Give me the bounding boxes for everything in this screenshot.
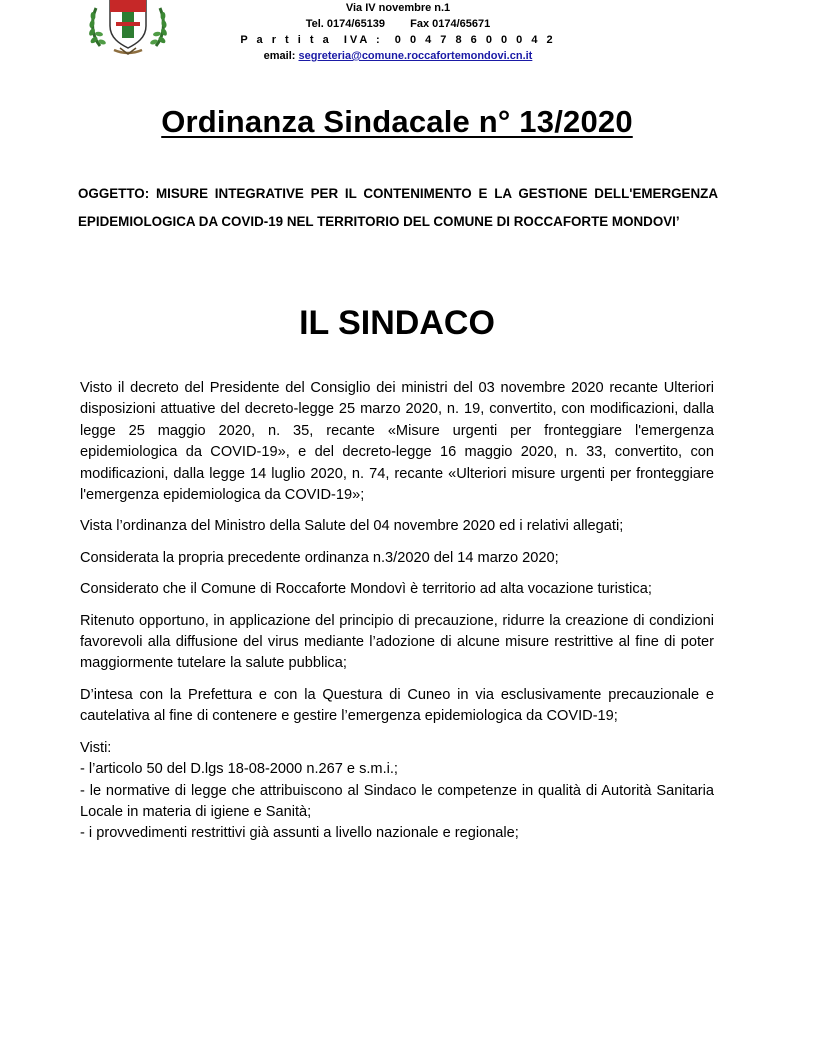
- email-line: [230, 48, 566, 64]
- phone-number: Tel. 0174/65139: [305, 18, 386, 30]
- header-contacts: [230, 0, 566, 64]
- list-item: - i provvedimenti restrittivi già assunti a livello nazionale e regionale;: [80, 825, 519, 842]
- visti-label: Visti:: [80, 739, 112, 756]
- paragraph-precauzione: Ritenuto opportuno, in applicazione del principio di precauzione, ridurre la creazione di condizioni favorevoli alla diffusione del virus mediante l’adozione di alcune misure restrittive al fine di poter maggiormente tutelare la salute pubblica;: [80, 612, 714, 672]
- list-item: - le normative di legge che attribuiscono al Sindaco le competenze in qualità di Autorità Sanitaria Locale in materia di igiene e Sanità;: [80, 782, 714, 820]
- paragraph-vocazione-turistica: Considerato che il Comune di Roccaforte Mondovì è territorio ad alta vocazione turistica;: [80, 581, 652, 598]
- paragraph-precedente-ordinanza: Considerata la propria precedente ordinanza n.3/2020 del 14 marzo 2020;: [80, 549, 559, 566]
- list-item: - l’articolo 50 del D.lgs 18-08-2000 n.267 e s.m.i.;: [80, 761, 398, 778]
- fax-number: Fax 0174/65671: [410, 18, 491, 30]
- email-label: email:: [263, 50, 296, 62]
- comune-crest-icon: [86, 0, 170, 58]
- document-title: Ordinanza Sindacale n° 13/2020: [161, 104, 633, 139]
- paragraph-ordinanza-ministro: Vista l’ordinanza del Ministro della Salute del 04 novembre 2020 ed i relativi allegati;: [80, 518, 624, 535]
- document-body: [80, 378, 714, 845]
- visti-list: [80, 738, 714, 845]
- email-link[interactable]: segreteria@comune.roccafortemondovi.cn.it: [298, 50, 533, 62]
- section-heading: IL SINDACO: [299, 304, 495, 342]
- subject-block: OGGETTO: MISURE INTEGRATIVE PER IL CONTENIMENTO E LA GESTIONE DELL'EMERGENZA EPIDEMIOLOGICA DA COVID-19 NEL TERRITORIO DEL COMUNE DI ROCCAFORTE MONDOVI’: [78, 186, 718, 229]
- partita-iva-line: P a r t i t a IVA : 0 0 4 7 8 6 0 0 0 4 2: [240, 34, 556, 46]
- paragraph-intesa-prefettura: D’intesa con la Prefettura e con la Questura di Cuneo in via esclusivamente precauzionale e cautelativa al fine di contenere e gestire l’emergenza epidemiologica da COVID-19;: [80, 686, 714, 725]
- paragraph-visto-dpcm: Visto il decreto del Presidente del Consiglio dei ministri del 03 novembre 2020 recante Ulteriori disposizioni attuative del decreto-legge 25 marzo 2020, n. 19, convertito, con modificazioni, dalla legge 25 maggio 2020, n. 35, recante «Misure urgenti per fronteggiare l'emergenza epidemiologica da COVID-19», e del decreto-legge 16 maggio 2020, n. 33, convertito, con modificazioni, dalla legge 14 luglio 2020, n. 74, recante «Ulteriori misure urgenti per fronteggiare l'emergenza epidemiologica da COVID-19»;: [80, 380, 714, 504]
- phone-fax-line: [230, 16, 566, 32]
- address-line: Via IV novembre n.1: [345, 2, 451, 14]
